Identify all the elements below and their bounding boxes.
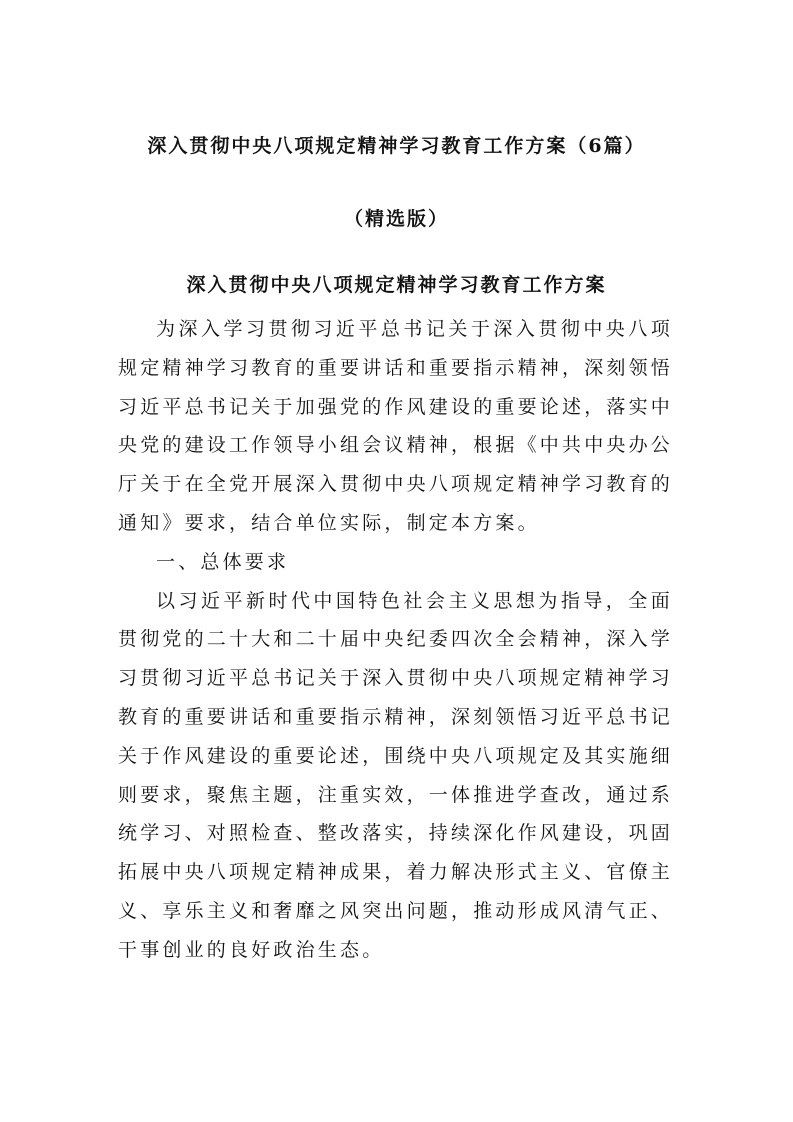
- section-heading-general-requirements: 一、总体要求: [156, 550, 290, 573]
- intro-paragraph: 为深入学习贯彻习近平总书记关于深入贯彻中央八项规定精神学习教育的重要讲话和重要指示精神，深刻领悟习近平总书记关于加强党的作风建设的重要论述，落实中央党的建设工作领导小组会议精神，根据《中共中央办公厅关于在全党开展深入贯彻中央八项规定精神学习教育的通知》要求，结合单位实际，制定本方案。: [118, 318, 674, 534]
- document-subtitle: （精选版）: [343, 208, 449, 230]
- general-requirements-paragraph: 以习近平新时代中国特色社会主义思想为指导，全面贯彻党的二十大和二十届中央纪委四次全会精神，深入学习贯彻习近平总书记关于深入贯彻中央八项规定精神学习教育的重要讲话和重要指示精神，深刻领悟习近平总书记关于作风建设的重要论述，围绕中央八项规定及其实施细则要求，聚焦主题，注重实效，一体推进学查改，通过系统学习、对照检查、整改落实，持续深化作风建设，巩固拓展中央八项规定精神成果，着力解决形式主义、官僚主义、享乐主义和奢靡之风突出问题，推动形成风清气正、干事创业的良好政治生态。: [118, 589, 674, 961]
- document-body: [118, 310, 673, 970]
- document-title: 深入贯彻中央八项规定精神学习教育工作方案（6篇）: [147, 135, 646, 157]
- section-title: 深入贯彻中央八项规定精神学习教育工作方案: [186, 274, 607, 296]
